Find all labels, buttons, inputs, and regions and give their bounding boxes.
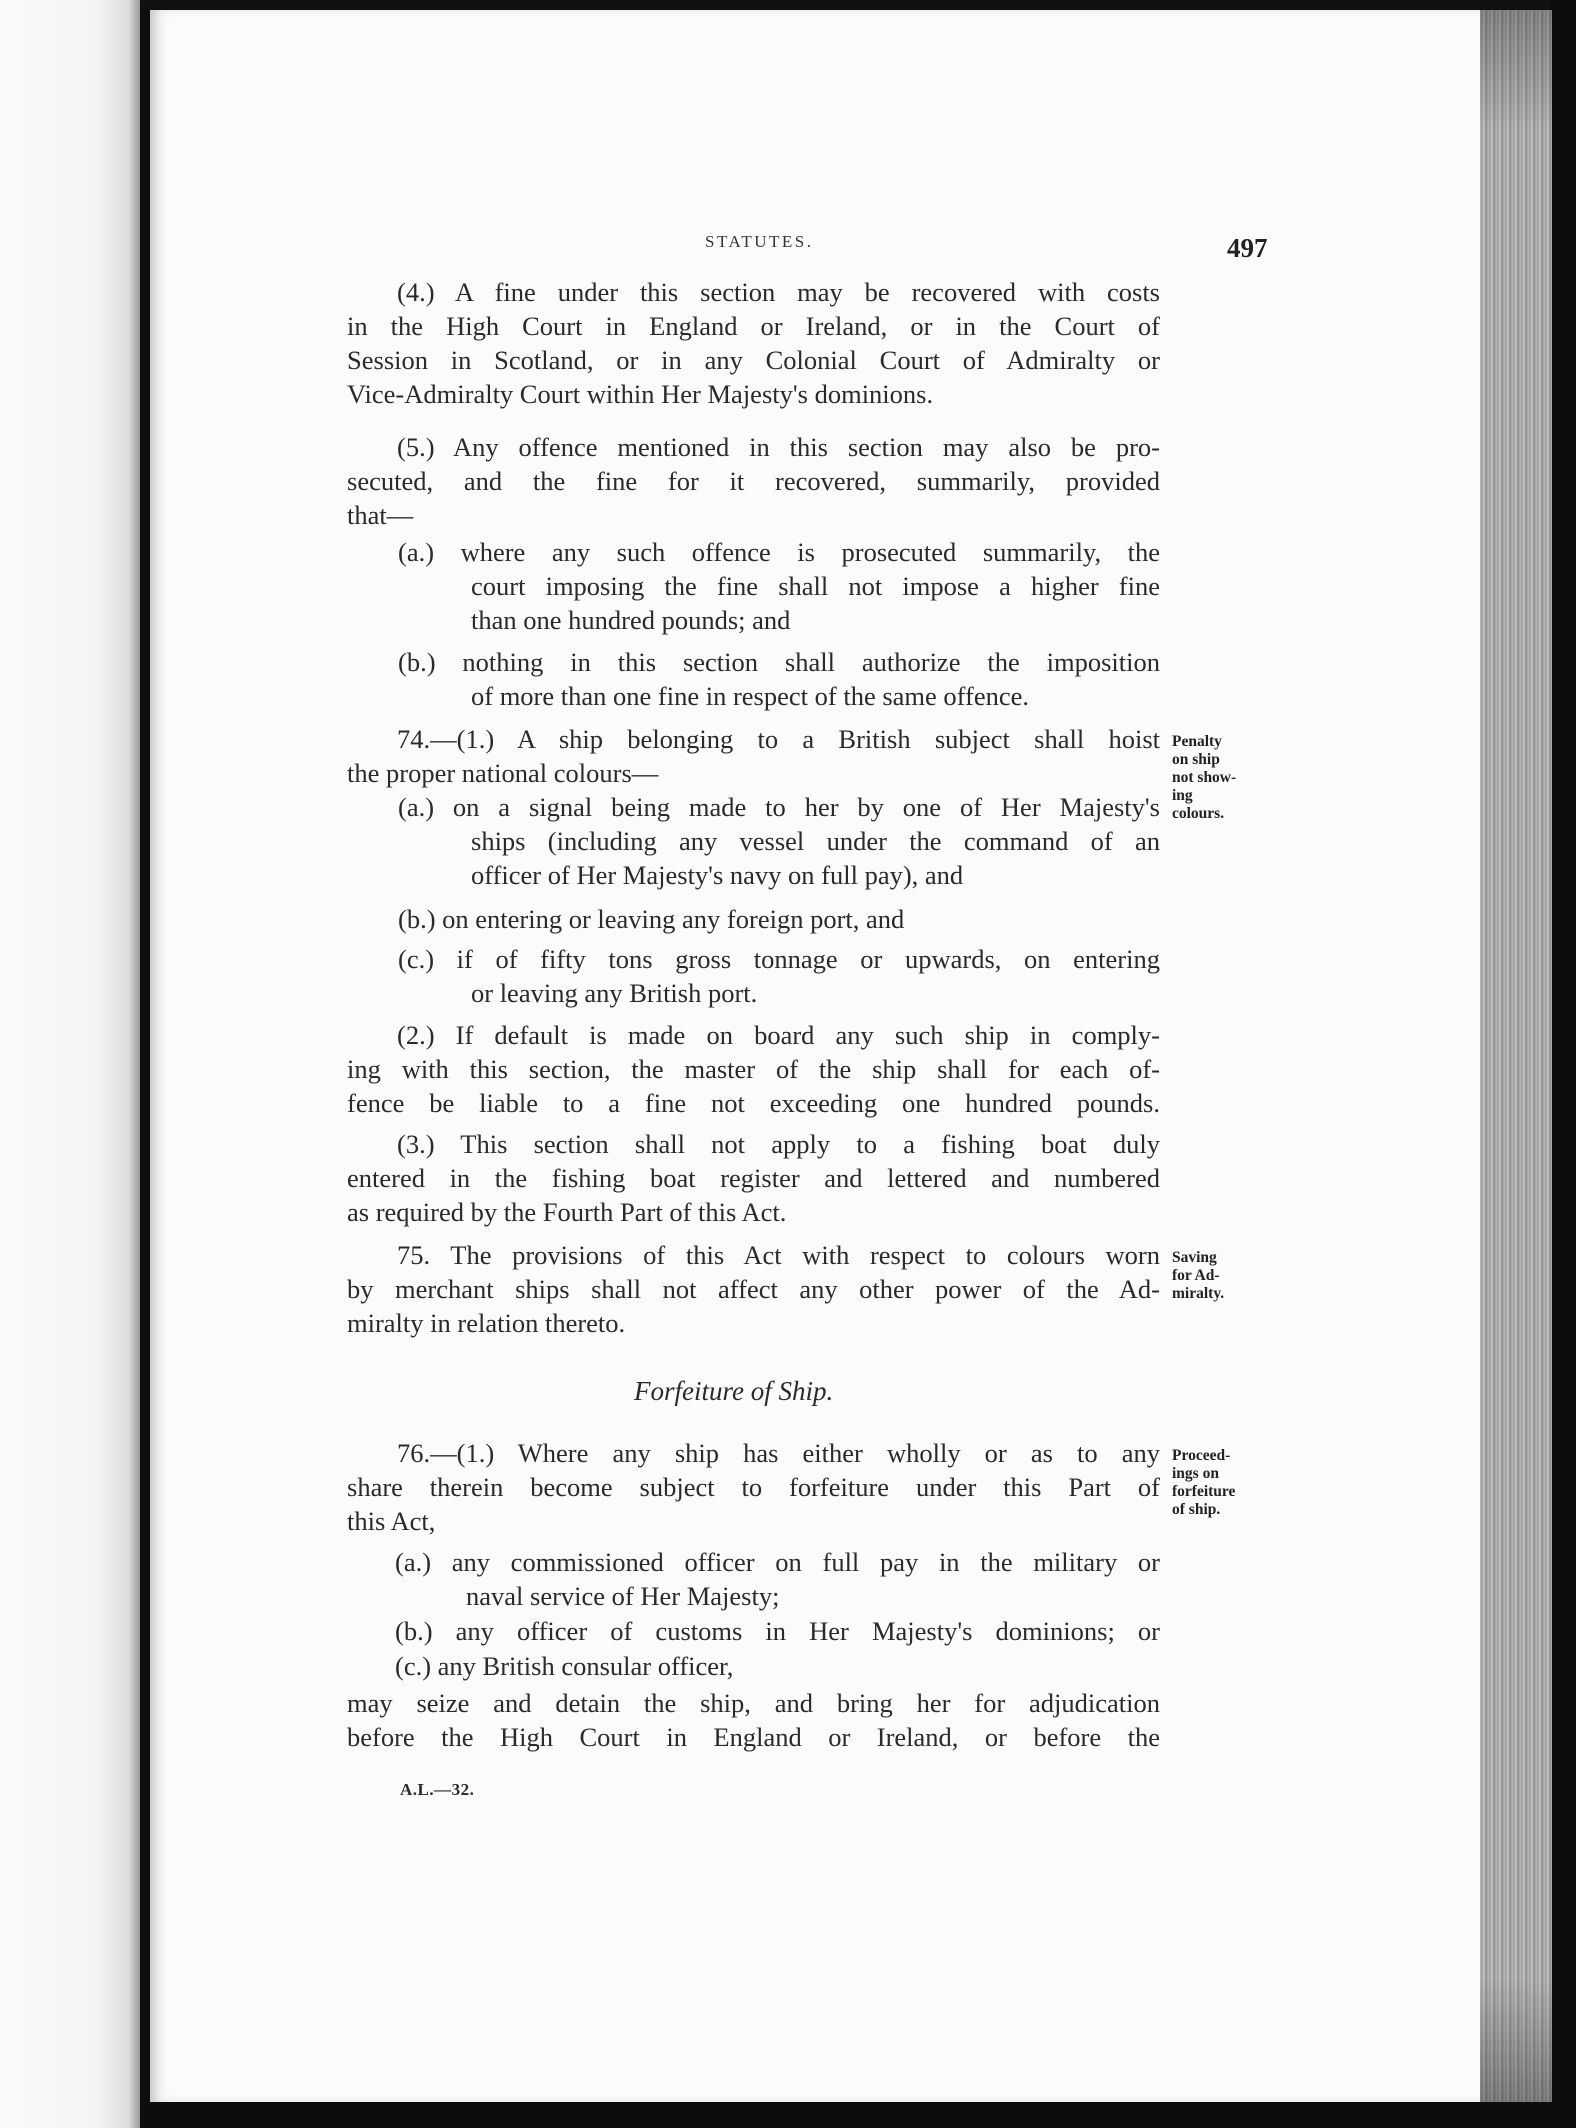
- text-line: entered in the fishing boat register and lettered and numbered: [347, 1163, 1160, 1193]
- text-line: by merchant ships shall not affect any other power of the Ad-: [347, 1274, 1160, 1304]
- text-line: this Act,: [347, 1506, 436, 1536]
- margin-note-line: of ship.: [1172, 1501, 1221, 1518]
- text-line: before the High Court in England or Ireland, or before the: [347, 1722, 1160, 1752]
- section-75: [347, 1238, 1160, 1306]
- text-line: (b.) nothing in this section shall authorize the imposition: [398, 647, 1160, 677]
- margin-note-line: ings on: [1172, 1465, 1219, 1482]
- margin-note-saving: [1172, 1249, 1224, 1303]
- text-line: the proper national colours—: [347, 758, 659, 788]
- margin-note-line: miralty.: [1172, 1285, 1225, 1302]
- text-line: (4.) A fine under this section may be recovered with costs: [397, 277, 1160, 307]
- left-page-blank: [0, 0, 140, 2128]
- text-line: share therein become subject to forfeiture under this Part of: [347, 1472, 1160, 1502]
- section-76-1c: (c.) any British consular officer,: [395, 1651, 734, 1681]
- section-74-1a: [398, 790, 1160, 892]
- margin-note-line: Saving: [1172, 1249, 1217, 1266]
- section-74-1b: (b.) on entering or leaving any foreign port, and: [398, 904, 905, 934]
- margin-note-line: Proceed-: [1172, 1447, 1231, 1464]
- paragraph-5b: [398, 645, 1160, 713]
- section-74-1c: [398, 942, 1160, 1010]
- text-line: than one hundred pounds; and: [471, 605, 791, 635]
- margin-note-penalty: [1172, 733, 1236, 823]
- text-line: may seize and detain the ship, and bring her for adjudication: [347, 1688, 1160, 1718]
- margin-note-line: Penalty: [1172, 733, 1222, 750]
- text-line: (2.) If default is made on board any such ship in comply-: [397, 1020, 1160, 1050]
- running-head: STATUTES.: [705, 232, 814, 251]
- section-76-1b: (b.) any officer of customs in Her Majesty's dominions; or: [395, 1616, 1160, 1646]
- text-line: court imposing the fine shall not impose a higher fine: [471, 571, 1160, 601]
- text-line: 75. The provisions of this Act with respect to colours worn: [397, 1240, 1160, 1270]
- margin-note-proceedings: [1172, 1447, 1235, 1519]
- page-number: 497: [1227, 233, 1268, 263]
- paragraph-5: [347, 430, 1160, 498]
- text-line: in the High Court in England or Ireland, or in the Court of: [347, 311, 1160, 341]
- section-74-3: [347, 1127, 1160, 1195]
- page-edges-fore-edge: [1480, 10, 1552, 2102]
- section-74-2: [347, 1018, 1160, 1120]
- text-line: as required by the Fourth Part of this Act.: [347, 1197, 787, 1227]
- margin-note-line: for Ad-: [1172, 1267, 1220, 1284]
- text-line: (c.) if of fifty tons gross tonnage or upwards, on entering: [398, 944, 1160, 974]
- text-line: (a.) where any such offence is prosecuted summarily, the: [398, 537, 1160, 567]
- text-line: Session in Scotland, or in any Colonial Court of Admiralty or: [347, 345, 1160, 375]
- text-line: Vice-Admiralty Court within Her Majesty's dominions.: [347, 379, 934, 409]
- book-top-edge: [140, 0, 1550, 10]
- section-74-1: [347, 722, 1160, 790]
- text-line: naval service of Her Majesty;: [466, 1581, 780, 1611]
- text-line: (5.) Any offence mentioned in this section may also be pro-: [397, 432, 1160, 462]
- text-line: officer of Her Majesty's navy on full pay), and: [471, 860, 964, 890]
- text-line: 74.—(1.) A ship belonging to a British subject shall hoist: [397, 724, 1160, 754]
- paragraph-5a: [398, 535, 1160, 637]
- section-76-1: [347, 1436, 1160, 1504]
- signature-mark: A.L.—32.: [400, 1780, 475, 1799]
- text-line: (a.) any commissioned officer on full pay in the military or: [395, 1547, 1160, 1577]
- book-bottom-edge: [140, 2102, 1576, 2128]
- section-76-1a: [395, 1545, 1160, 1613]
- text-line: that—: [347, 500, 414, 530]
- margin-note-line: not show-: [1172, 769, 1237, 786]
- section-heading: Forfeiture of Ship.: [634, 1376, 834, 1406]
- margin-note-line: on ship: [1172, 751, 1220, 768]
- section-76-continuation: [347, 1686, 1160, 1754]
- text-line: of more than one fine in respect of the same offence.: [471, 681, 1029, 711]
- text-line: fence be liable to a fine not exceeding one hundred pounds.: [347, 1088, 1160, 1118]
- text-line: or leaving any British port.: [471, 978, 758, 1008]
- text-line: secuted, and the fine for it recovered, summarily, provided: [347, 466, 1160, 496]
- text-line: ing with this section, the master of the ship shall for each of-: [347, 1054, 1160, 1084]
- margin-note-line: colours.: [1172, 805, 1225, 822]
- text-line: miralty in relation thereto.: [347, 1308, 626, 1338]
- text-line: (3.) This section shall not apply to a fishing boat duly: [397, 1129, 1160, 1159]
- paragraph-4: [347, 275, 1160, 377]
- text-line: 76.—(1.) Where any ship has either wholly or as to any: [397, 1438, 1160, 1468]
- margin-note-line: forfeiture: [1172, 1483, 1236, 1500]
- margin-note-line: ing: [1172, 787, 1193, 804]
- text-line: (a.) on a signal being made to her by one of Her Majesty's: [398, 792, 1160, 822]
- text-line: ships (including any vessel under the command of an: [471, 826, 1160, 856]
